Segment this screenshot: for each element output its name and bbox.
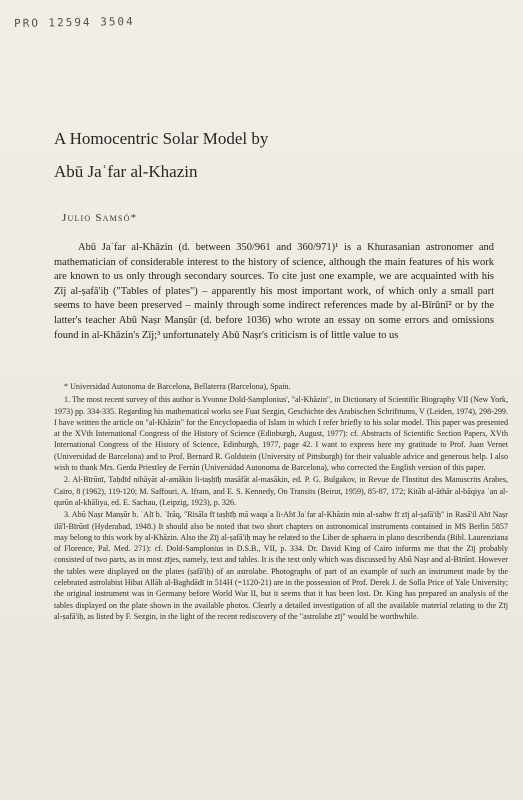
- footnote-1: 1. The most recent survey of this author is Yvonne Dold-Samplonius', "al-Khāzin", in Dictionary of Scientific Biography VII (New York, 1973) pp. 334-335. Regarding his mathematical works see Fuat Sezgin, Geschichte des Arabischen Schrifttums, V (Leiden, 1974), 298-299. I have written the article on "al-Khāzin" for the Encyclopaedia of Islam in which I refer briefly to his solar model. This paper was presented at the XVth International Congress of the History of Science (Edinburgh, August, 1977): cf. Abstracts of Scientific Section Papers, XVth International Congress of the History of Science, Edinburgh, 1977, page 42. I want to express here my gratitude to Prof. Juan Vernet (Universidad de Barcelona) and to Prof. Bernard R. Goldstein (University of Pittsburgh) for their valuable advice and generous help. I also wish to thank Mrs. Gerda Priestley de Ferrán (Universidad Autonoma de Barcelona), who corrected the English version of this paper.: [54, 395, 508, 473]
- title-line-1: A Homocentric Solar Model by: [54, 129, 269, 148]
- archive-stamp: PRO 12594 3504: [13, 14, 135, 31]
- article-title: [54, 122, 494, 188]
- title-line-2: Abū Jaʿfar al-Khazin: [54, 162, 198, 181]
- footnote-affiliation: * Universidad Autonoma de Barcelona, Bellaterra (Barcelona), Spain.: [64, 382, 291, 391]
- footnotes: [54, 381, 508, 623]
- body-text: [54, 241, 494, 343]
- author-name: Julio Samsó*: [62, 212, 138, 224]
- body-paragraph: Abū Jaʿfar al-Khāzin (d. between 350/961 and 360/971)¹ is a Khurasanian astronomer and mathematician of considerable interest to the history of science, although the main features of his work are known to us only through secondary sources. To cite just one example, we are acquainted with his Zīj al-ṣafā'iḥ ("Tables of plates") – apparently his most important work, of which only a small part seems to have been preserved – mainly through some indirect references made by al-Bīrūnī² or by the latter's teacher Abū Naṣr Manṣūr (d. before 1036) who wrote an essay on some errors and omissions found in al-Khāzin's Zīj;³ unfortunately Abū Naṣr's criticism is of little value to us: [54, 242, 494, 341]
- footnote-2: 2. Al-Bīrūnī, Taḥdīd nihāyāt al-amākin li-taṣḥīḥ masāfāt al-masākin, ed. P. G. Bulgakov, in Revue de l'Institut des Manuscrits Arabes, Cairo, 8 (1962), 119-120; M. Saffouri, A. Ifram, and E. S. Kennedy, On Transits (Beirut, 1959), 85-87, 172; Kitāb al-āthār al-bāqiya ʿan al-qurūn al-khāliya, ed. E. Sachau, (Leipzig, 1923), p. 326.: [54, 475, 508, 507]
- footnote-3: 3. Abū Naṣr Manṣūr b. ʿAlī b. ʿIrāq, "Risāla fī taṣḥīḥ mā waqaʿa li-Abī Jaʿfar al-Khāzin min al-sahw fī zīj al-ṣafā'iḥ" in Rasā'il Abī Naṣr ilā'l-Bīrūnī (Hyderabad, 1948.) It should also be noted that two short chapters on astronomical instruments contained in MS Berlin 5857 may belong to this work by al-Khāzin. Also the Zīj al-ṣafā'iḥ may be related to the Liber de sphaera in plano describenda (Bibl. Laurenziana of Florence, Pal. Med. 271): cf. Dold-Samplonius in D.S.B., VII, p. 334. Dr. David King of Cairo informs me that the Zīj probably consisted of two parts, as in most zījes, namely, text and tables. It is the text only which was discussed by Abū Naṣr and al-Bīrūnī. However the tables were displayed on the plates (ṣafā'iḥ) of an astrolabe. Photographs of part of an example of such an instrument made by the celebrated astrolabist Hibat Allāh al-Baghdādī in 514H (=1120-21) are in the possession of Prof. Derek J. de Solla Price of Yale University; the original instrument was in Germany before World War II, but it seems that it has been lost. Dr. King has prepared an analysis of the tables displayed on the plate shown in the available photos. Clearly a detailed investigation of all the available material relating to the Zīj al-ṣafā'iḥ, as listed by F. Sezgin, in the light of the recent rediscovery of the "astrolabe zīj" would be worthwhile.: [54, 510, 508, 621]
